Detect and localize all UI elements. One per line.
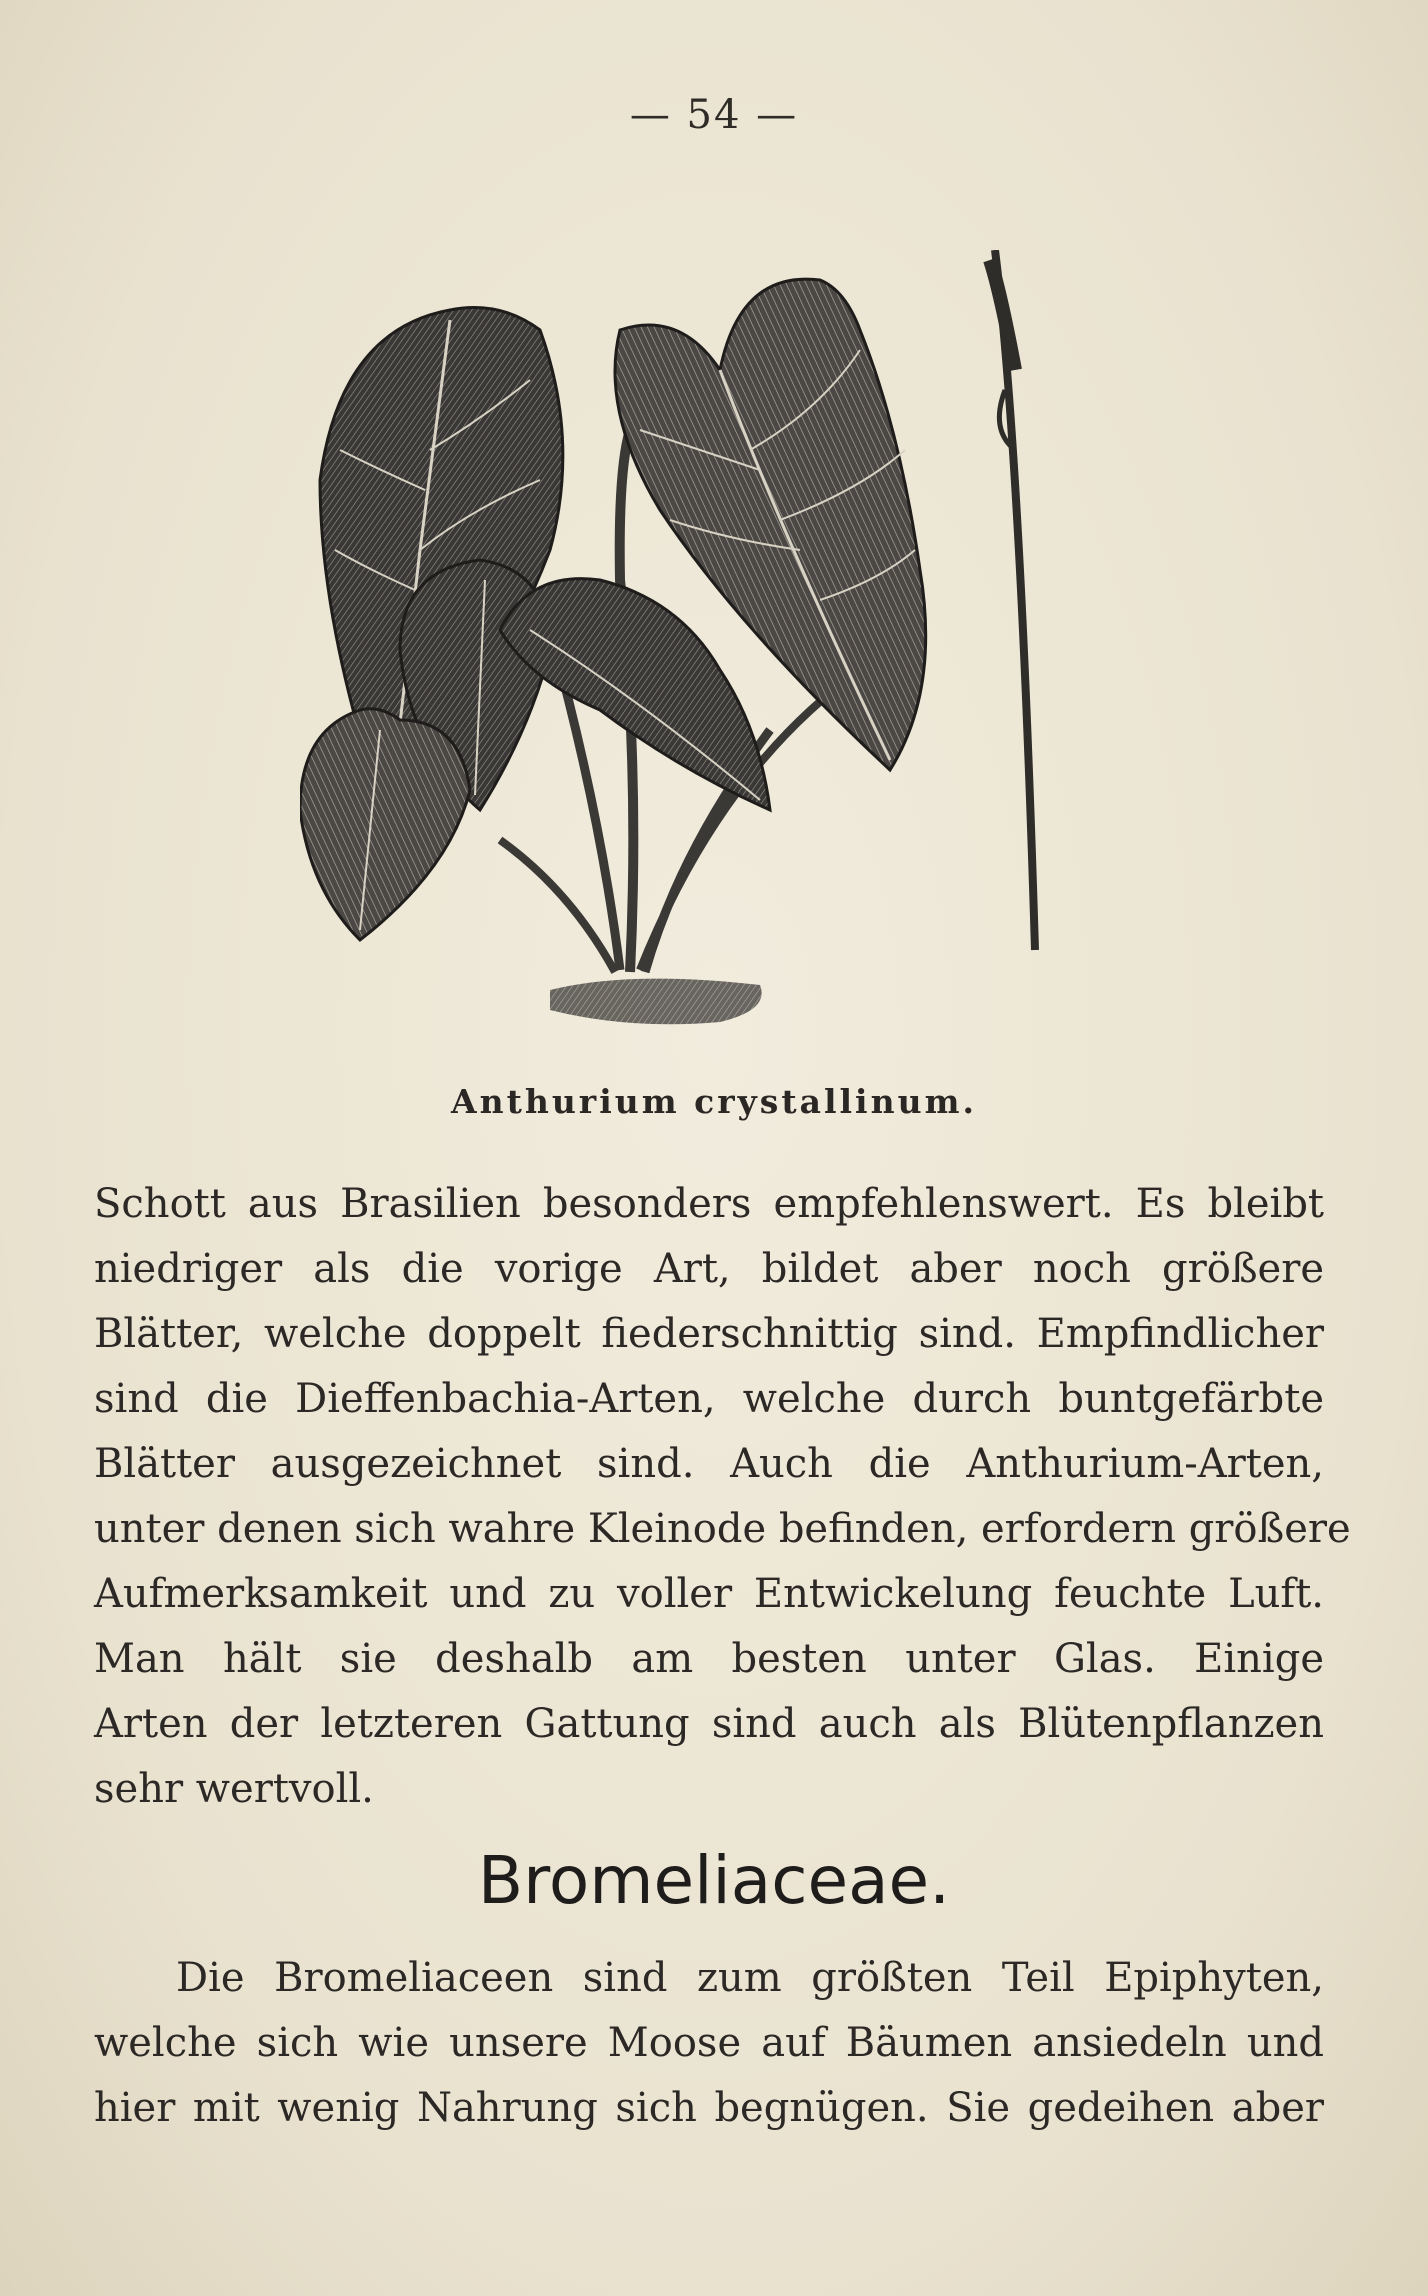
text-line: Aufmerksamkeit und zu voller Entwickelung feuchte Luft. xyxy=(94,1571,1324,1617)
text-line: Schott aus Brasilien besonders empfehlenswert. Es bleibt xyxy=(94,1181,1324,1227)
text-line: Die Bromeliaceen sind zum größten Teil Epiphyten, xyxy=(176,1955,1324,2001)
text-line: Blätter ausgezeichnet sind. Auch die Anthurium-Arten, xyxy=(94,1441,1324,1487)
text-line: welche sich wie unsere Moose auf Bäumen ansiedeln und xyxy=(94,2020,1324,2066)
section-heading: Bromeliaceae. xyxy=(477,1842,951,1919)
text-line: niedriger als die vorige Art, bildet aber noch größere xyxy=(94,1246,1324,1292)
text-line: Blätter, welche doppelt fiederschnittig sind. Empfindlicher xyxy=(94,1311,1324,1357)
text-line: hier mit wenig Nahrung sich begnügen. Sie gedeihen aber xyxy=(94,2085,1324,2131)
page-number: — 54 — xyxy=(629,92,799,138)
text-line: Arten der letzteren Gattung sind auch als Blütenpflanzen xyxy=(94,1701,1324,1747)
figure-caption: Anthurium crystallinum. xyxy=(450,1082,977,1121)
text-line: sind die Dieffenbachia-Arten, welche durch buntgefärbte xyxy=(94,1376,1324,1422)
body-paragraph-2 xyxy=(94,1946,1324,2141)
body-paragraph-1 xyxy=(94,1172,1351,1822)
text-line: Man hält sie deshalb am besten unter Glas. Einige xyxy=(94,1636,1324,1682)
anthurium-plant-illustration xyxy=(300,250,1140,1040)
plant-engraving-icon xyxy=(300,250,1140,1040)
text-line: sehr wertvoll. xyxy=(94,1766,374,1812)
text-line: unter denen sich wahre Kleinode befinden, erfordern größere xyxy=(94,1506,1351,1552)
